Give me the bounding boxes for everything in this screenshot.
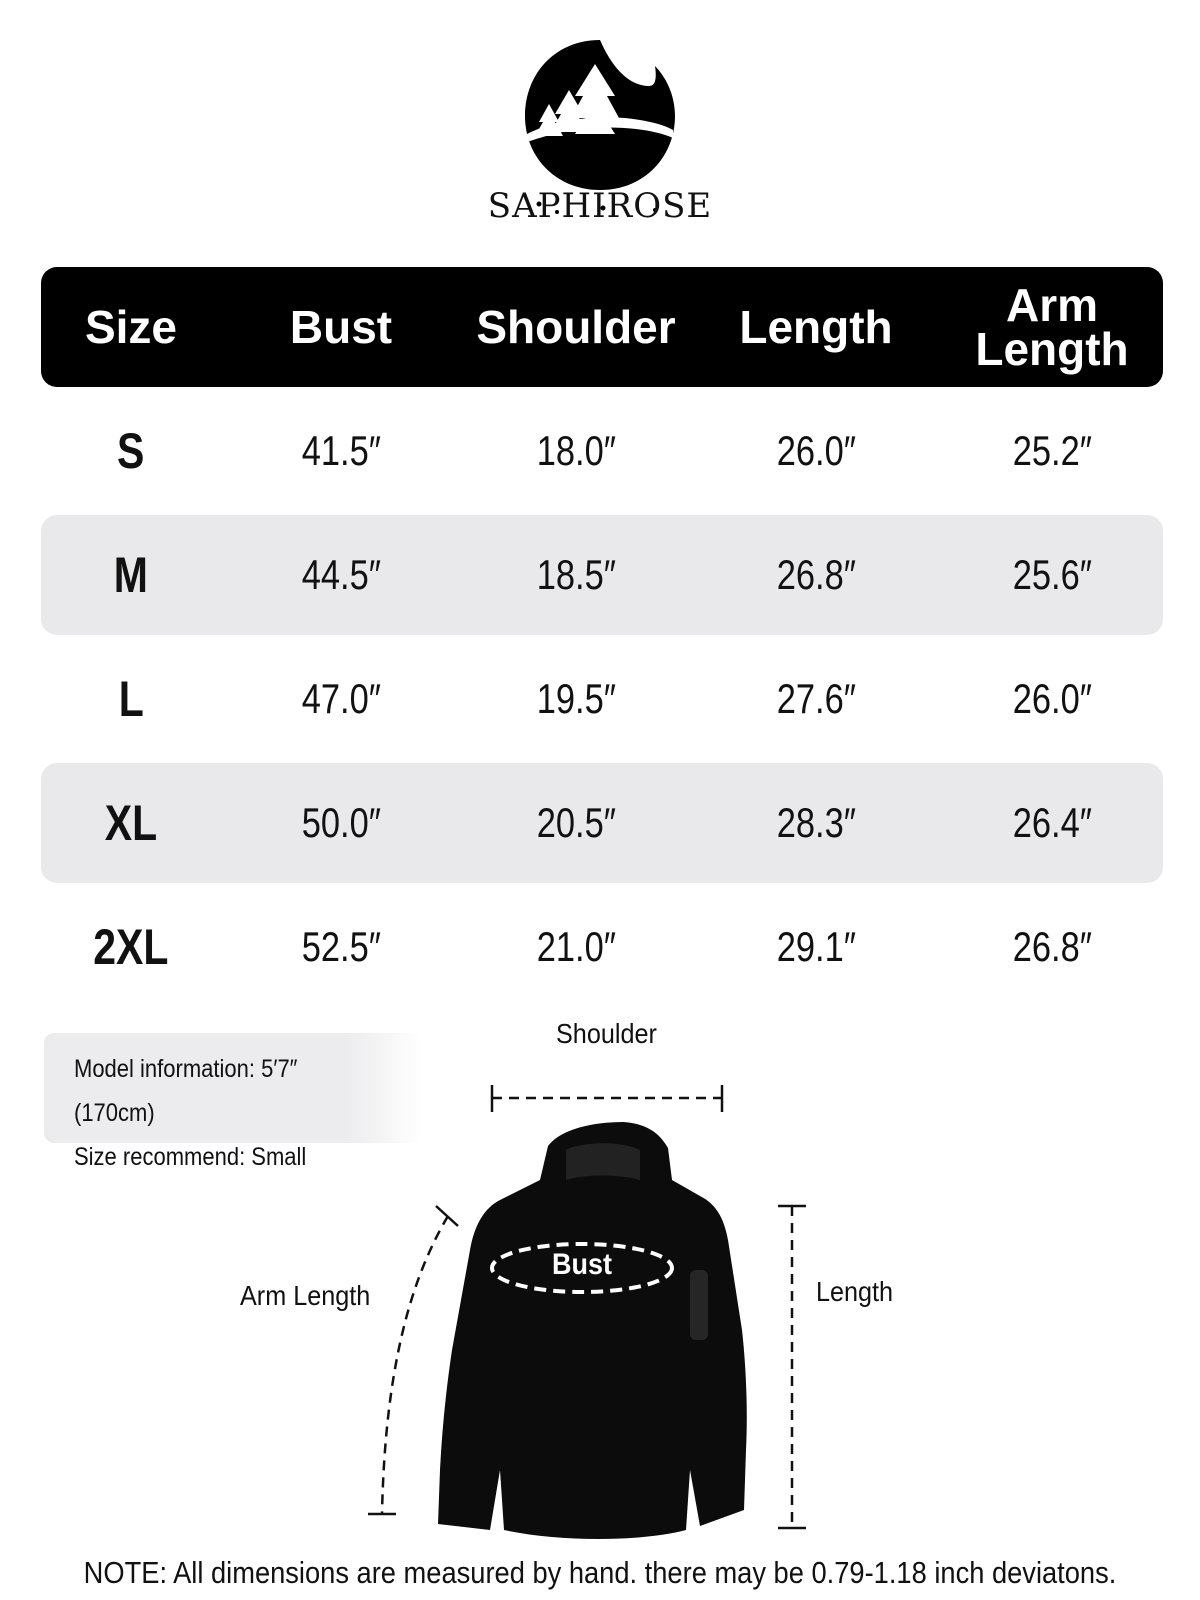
- length-cell: 26.0″: [776, 427, 856, 474]
- shoulder-dimension-line: [492, 1085, 722, 1112]
- size-cell: M: [113, 547, 149, 603]
- bust-cell: 47.0″: [301, 675, 381, 722]
- header-bust: Bust: [289, 301, 393, 353]
- header-arm-length-line1: Arm: [1005, 279, 1099, 331]
- length-dimension-line: [778, 1206, 806, 1528]
- measurement-diagram: [0, 1018, 1200, 1550]
- table-row: [41, 515, 1163, 635]
- table-row: [41, 639, 1163, 759]
- length-cell: 26.8″: [776, 551, 856, 598]
- shoulder-cell: 20.5″: [536, 799, 616, 846]
- arm-length-cell: 25.6″: [1012, 551, 1092, 598]
- length-cell: 27.6″: [776, 675, 856, 722]
- shoulder-cell: 18.0″: [536, 427, 616, 474]
- table-header: [41, 267, 1163, 387]
- bust-label: Bust: [552, 1248, 613, 1281]
- size-cell: L: [118, 671, 144, 727]
- size-cell: XL: [104, 795, 158, 851]
- bust-cell: 44.5″: [301, 551, 381, 598]
- length-cell: 28.3″: [776, 799, 856, 846]
- length-label: Length: [816, 1276, 894, 1307]
- header-shoulder: Shoulder: [476, 301, 676, 353]
- header-size: Size: [84, 301, 178, 353]
- model-info-line: Model information: 5′7″ (170cm): [74, 1055, 298, 1127]
- shoulder-cell: 19.5″: [536, 675, 616, 722]
- shoulder-cell: 18.5″: [536, 551, 616, 598]
- size-recommend-line: Size recommend: Small: [74, 1143, 307, 1171]
- header-arm-length-line2: Length: [975, 323, 1129, 375]
- shoulder-label: Shoulder: [556, 1018, 657, 1049]
- table-row: [41, 763, 1163, 883]
- arm-length-cell: 26.4″: [1012, 799, 1092, 846]
- jacket-shape: [438, 1122, 747, 1539]
- header-length: Length: [739, 301, 893, 353]
- bust-cell: 41.5″: [301, 427, 381, 474]
- arm-length-cell: 26.8″: [1012, 923, 1092, 970]
- arm-length-cell: 25.2″: [1012, 427, 1092, 474]
- size-cell: 2XL: [93, 919, 169, 975]
- header-arm-length: [941, 279, 1163, 375]
- brand-name: SAPHIROSE: [487, 186, 713, 226]
- table-row: [41, 391, 1163, 511]
- size-cell: S: [117, 423, 145, 479]
- measurement-note: NOTE: All dimensions are measured by hand. there may be 0.79-1.18 inch deviatons.: [83, 1555, 1117, 1590]
- shoulder-cell: 21.0″: [536, 923, 616, 970]
- length-cell: 29.1″: [776, 923, 856, 970]
- arm-length-cell: 26.0″: [1012, 675, 1092, 722]
- bust-cell: 52.5″: [301, 923, 381, 970]
- table-row: [41, 887, 1163, 1007]
- bust-cell: 50.0″: [301, 799, 381, 846]
- jacket-illustration: [0, 1030, 1200, 1550]
- arm-length-label: Arm Length: [240, 1280, 371, 1311]
- size-chart-table: [41, 267, 1163, 1007]
